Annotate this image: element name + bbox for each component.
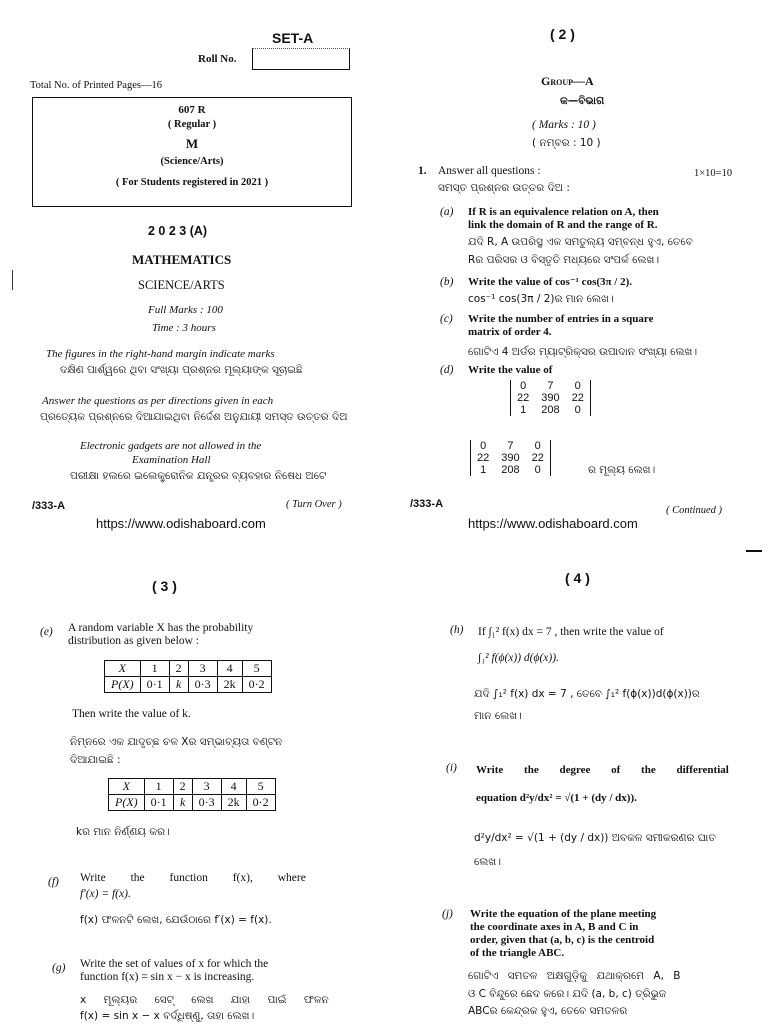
table-cell: k bbox=[169, 677, 188, 693]
footer-url-1[interactable]: https://www.odishaboard.com bbox=[96, 516, 266, 531]
instruction-1-od: ଦକ୍ଷିଣ ପାର୍ଶ୍ୱରେ ଥିବା ସଂଖ୍ୟା ପ୍ରଶ୍ନର ମୂଲ୍ୟାଙ୍କ ସୂଚାଇଛି bbox=[60, 364, 303, 376]
paper-code: 607 R bbox=[178, 104, 206, 116]
exam-year: 2 0 2 3 (A) bbox=[148, 224, 208, 238]
part-j-en-line4: of the triangle ABC. bbox=[470, 947, 565, 959]
subject-subtitle: SCIENCE/ARTS bbox=[138, 278, 225, 292]
roll-no-label: Roll No. bbox=[198, 53, 237, 65]
determinant-1 bbox=[510, 380, 591, 416]
page-number-2: ( 2 ) bbox=[550, 26, 575, 42]
matrix-cell: 390 bbox=[541, 392, 560, 404]
part-e-en-line2: distribution as given below : bbox=[68, 635, 199, 647]
regular-label: ( Regular ) bbox=[167, 119, 217, 130]
part-e-label: (e) bbox=[40, 626, 53, 638]
question-1-od: ସମସ୍ତ ପ୍ରଶ୍ନର ଉତ୍ତର ଦିଅ : bbox=[438, 182, 570, 194]
printed-pages: Total No. of Printed Pages—16 bbox=[30, 80, 162, 91]
table-cell: 0·2 bbox=[246, 795, 275, 811]
part-d-label: (d) bbox=[440, 364, 454, 376]
table-cell: k bbox=[173, 795, 192, 811]
part-a-en-line1: If R is an equivalence relation on A, then bbox=[468, 206, 659, 218]
part-c-od: ଗୋଟିଏ 4 ଅର୍ଡର ମ୍ୟାଟ୍ରିକ୍ସର ଉପାଦାନ ସଂଖ୍ୟା ଲେଖ। bbox=[468, 346, 698, 358]
footer-code-1: /333-A bbox=[32, 500, 66, 512]
table-cell: 0·1 bbox=[144, 795, 173, 811]
footer-code-2: /333-A bbox=[410, 498, 444, 510]
part-i-en-line1: Write the degree of the differential bbox=[476, 764, 729, 776]
part-g-od-line2: f(x) = sin x − x ବର୍ଦ୍ଧିଷ୍ଣୁ, ତାହା ଲେଖ। bbox=[80, 1010, 255, 1022]
part-a-od-line1: ଯଦି R, A ଉପରିସ୍ଥ ଏକ ସମତୁଲ୍ୟ ସମ୍ବନ୍ଧ ହୁଏ, ତେବେ bbox=[468, 236, 693, 248]
matrix-cell: 1 bbox=[520, 404, 527, 416]
table-cell: 0·2 bbox=[242, 677, 271, 693]
part-f-od: f(x) ଫଳନଟି ଲେଖ, ଯେଉଁଠାରେ f′(x) = f(x). bbox=[80, 914, 272, 926]
part-j-od-line3: ABCର କେନ୍ଦ୍ରକ ହୁଏ, ତେବେ ସମତଳର bbox=[468, 1005, 628, 1017]
part-c-en-line2: matrix of order 4. bbox=[468, 326, 552, 338]
part-j-od-line2: ଓ C ବିନ୍ଦୁରେ ଛେଦ କରେ। ଯଦି (a, b, c) ତ୍ରିଭୁଜ bbox=[468, 988, 667, 1000]
probability-table-2 bbox=[108, 778, 276, 811]
continued-label: ( Continued ) bbox=[666, 505, 722, 516]
matrix-cell: 0 bbox=[574, 404, 581, 416]
part-c-en-line1: Write the number of entries in a square bbox=[468, 313, 654, 325]
table-cell: 0·1 bbox=[140, 677, 169, 693]
group-title: Group—A bbox=[541, 74, 594, 88]
group-marks: ( Marks : 10 ) bbox=[532, 119, 596, 131]
part-d-od: ର ମୂଲ୍ୟ ଲେଖ। bbox=[588, 464, 656, 476]
part-i-label: (i) bbox=[446, 762, 457, 774]
footer-url-2[interactable]: https://www.odishaboard.com bbox=[468, 516, 638, 531]
matrix-cell: 22 bbox=[517, 392, 530, 404]
instruction-3-en-line2: Examination Hall bbox=[132, 454, 211, 466]
table-cell: 5 bbox=[242, 661, 271, 677]
part-j-en-line1: Write the equation of the plane meeting bbox=[470, 908, 657, 920]
part-h-od-line2: ମାନ ଲେଖ। bbox=[474, 710, 522, 722]
roll-no-box bbox=[252, 48, 350, 70]
question-1-text: Answer all questions : bbox=[438, 165, 541, 177]
matrix-cell: 7 bbox=[547, 380, 554, 392]
table-cell: 1 bbox=[144, 779, 173, 795]
time-allowed: Time : 3 hours bbox=[152, 322, 216, 334]
part-j-label: (j) bbox=[442, 908, 453, 920]
instruction-3-en-line1: Electronic gadgets are not allowed in the bbox=[80, 440, 262, 452]
table-cell: 0·3 bbox=[192, 795, 221, 811]
table-cell: P(X) bbox=[105, 677, 141, 693]
part-d-en: Write the value of bbox=[468, 364, 553, 376]
table-cell: 5 bbox=[246, 779, 275, 795]
header-box bbox=[32, 97, 352, 207]
table-cell: X bbox=[105, 661, 141, 677]
matrix-cell: 0 bbox=[574, 380, 581, 392]
matrix-cell: 0 bbox=[480, 440, 487, 452]
part-f-en-line2: f′(x) = f(x). bbox=[80, 888, 131, 900]
part-h-en-line1: If ∫₁² f(x) dx = 7 , then write the value of bbox=[478, 626, 664, 638]
page-number-3: ( 3 ) bbox=[152, 578, 177, 594]
matrix-cell: 0 bbox=[520, 380, 527, 392]
part-i-od-line2: ଲେଖ। bbox=[474, 856, 501, 868]
part-e-od-line1: ନିମ୍ନରେ ଏକ ଯାଦୃଚ୍ଛ ଚଳ Xର ସମ୍ଭାବ୍ୟତା ବଣ୍ଟନ bbox=[70, 736, 283, 748]
part-i-en-line2: equation d²y/dx² = √(1 + (dy / dx)). bbox=[476, 792, 637, 804]
part-f-label: (f) bbox=[48, 876, 59, 888]
matrix-cell: 22 bbox=[531, 452, 544, 464]
table-cell: X bbox=[109, 779, 145, 795]
page-number-4: ( 4 ) bbox=[565, 570, 590, 586]
margin-mark bbox=[12, 270, 13, 290]
table-cell: 0·3 bbox=[188, 677, 217, 693]
part-b-od: cos⁻¹ cos(3π / 2)ର ମାନ ଲେଖ। bbox=[468, 293, 614, 305]
part-g-en-line1: Write the set of values of x for which the bbox=[80, 958, 269, 970]
matrix-cell: 1 bbox=[480, 464, 487, 476]
part-j-en-line3: order, given that (a, b, c) is the centroid bbox=[470, 934, 655, 946]
turn-over: ( Turn Over ) bbox=[286, 499, 342, 510]
part-c-label: (c) bbox=[440, 313, 453, 325]
part-j-en-line2: the coordinate axes in A, B and C in bbox=[470, 921, 639, 933]
part-a-en-line2: link the domain of R and the range of R. bbox=[468, 219, 658, 231]
edge-mark bbox=[746, 550, 762, 552]
stream-label: (Science/Arts) bbox=[160, 156, 224, 167]
matrix-cell: 7 bbox=[507, 440, 514, 452]
part-f-en-line1: Write the function f(x), where bbox=[80, 872, 306, 884]
matrix-cell: 0 bbox=[534, 440, 541, 452]
part-h-od-line1: ଯଦି ∫₁² f(x) dx = 7 , ତେବେ ∫₁² f(ϕ(x))d(ϕ(x))ର bbox=[474, 688, 700, 700]
table-cell: 2 bbox=[169, 661, 188, 677]
table-cell: 4 bbox=[217, 661, 242, 677]
full-marks: Full Marks : 100 bbox=[148, 304, 223, 316]
part-g-label: (g) bbox=[52, 962, 66, 974]
table-cell: 4 bbox=[221, 779, 246, 795]
matrix-cell: 22 bbox=[571, 392, 584, 404]
question-1-marks: 1×10=10 bbox=[694, 168, 733, 179]
part-j-od-line1: ଗୋଟିଏ ସମତଳ ଅକ୍ଷଗୁଡ଼ିକୁ ଯଥାକ୍ରମେ A, B bbox=[468, 970, 681, 982]
group-marks-od: ( ନମ୍ବର : 10 ) bbox=[532, 137, 601, 149]
part-g-od-line1: x ମୂଲ୍ୟର ସେଟ୍ ଲେଖ ଯାହା ପାଇଁ ଫଳନ bbox=[80, 994, 329, 1006]
instruction-3-od: ପରୀକ୍ଷା ହଲରେ ଇଲେକ୍ଟ୍ରୋନିକ ଯନ୍ତ୍ରର ବ୍ୟବହାର ନିଷେଧ ଅଟେ bbox=[70, 470, 327, 482]
matrix-cell: 390 bbox=[501, 452, 520, 464]
part-e-then: Then write the value of k. bbox=[72, 708, 191, 720]
part-e-od-line2: ଦିଆଯାଇଛି : bbox=[70, 754, 121, 766]
part-g-en-line2: function f(x) = sin x − x is increasing. bbox=[80, 971, 255, 983]
part-a-od-line2: Rର ପରିସର ଓ ବିସ୍ତୃତି ମଧ୍ୟରେ ସଂପର୍କ ଲେଖ। bbox=[468, 254, 660, 266]
matrix-cell: 22 bbox=[477, 452, 490, 464]
table-cell: 3 bbox=[188, 661, 217, 677]
part-e-en-line1: A random variable X has the probability bbox=[68, 622, 254, 634]
students-note: ( For Students registered in 2021 ) bbox=[115, 177, 269, 188]
table-cell: 1 bbox=[140, 661, 169, 677]
part-h-label: (h) bbox=[450, 624, 464, 636]
set-label: SET-A bbox=[272, 30, 314, 46]
instruction-2-en: Answer the questions as per directions given in each bbox=[42, 395, 274, 407]
instruction-2-od: ପ୍ରତ୍ୟେକ ପ୍ରଶ୍ନରେ ଦିଆଯାଇଥିବା ନିର୍ଦ୍ଦେଶ ଅନୁଯାୟୀ ସମସ୍ତ ଉତ୍ତର ଦିଅ bbox=[40, 411, 348, 423]
part-e-od-line3: kର ମାନ ନିର୍ଣ୍ଣୟ କର। bbox=[76, 826, 170, 838]
part-a-label: (a) bbox=[440, 206, 454, 218]
matrix-cell: 0 bbox=[534, 464, 541, 476]
table-cell: 2k bbox=[221, 795, 246, 811]
question-1-number: 1. bbox=[418, 165, 427, 177]
instruction-1-en: The figures in the right-hand margin indicate marks bbox=[46, 348, 275, 360]
part-i-od-line1: d²y/dx² = √(1 + (dy / dx)) ଅବକଳ ସମୀକରଣର ଘାତ bbox=[474, 832, 716, 844]
determinant-2 bbox=[470, 440, 551, 476]
matrix-cell: 208 bbox=[501, 464, 520, 476]
table-cell: 3 bbox=[192, 779, 221, 795]
table-cell: P(X) bbox=[109, 795, 145, 811]
probability-table-1 bbox=[104, 660, 272, 693]
part-h-en-line2: ∫₁² f(ϕ(x)) d(ϕ(x)). bbox=[478, 652, 559, 664]
table-cell: 2 bbox=[173, 779, 192, 795]
m-label: M bbox=[185, 136, 199, 151]
subject-title: MATHEMATICS bbox=[132, 252, 232, 267]
part-b-en: Write the value of cos⁻¹ cos(3π / 2). bbox=[468, 276, 633, 288]
matrix-cell: 208 bbox=[541, 404, 560, 416]
table-cell: 2k bbox=[217, 677, 242, 693]
group-title-od: କ—ବିଭାଗ bbox=[560, 95, 605, 107]
part-b-label: (b) bbox=[440, 276, 454, 288]
